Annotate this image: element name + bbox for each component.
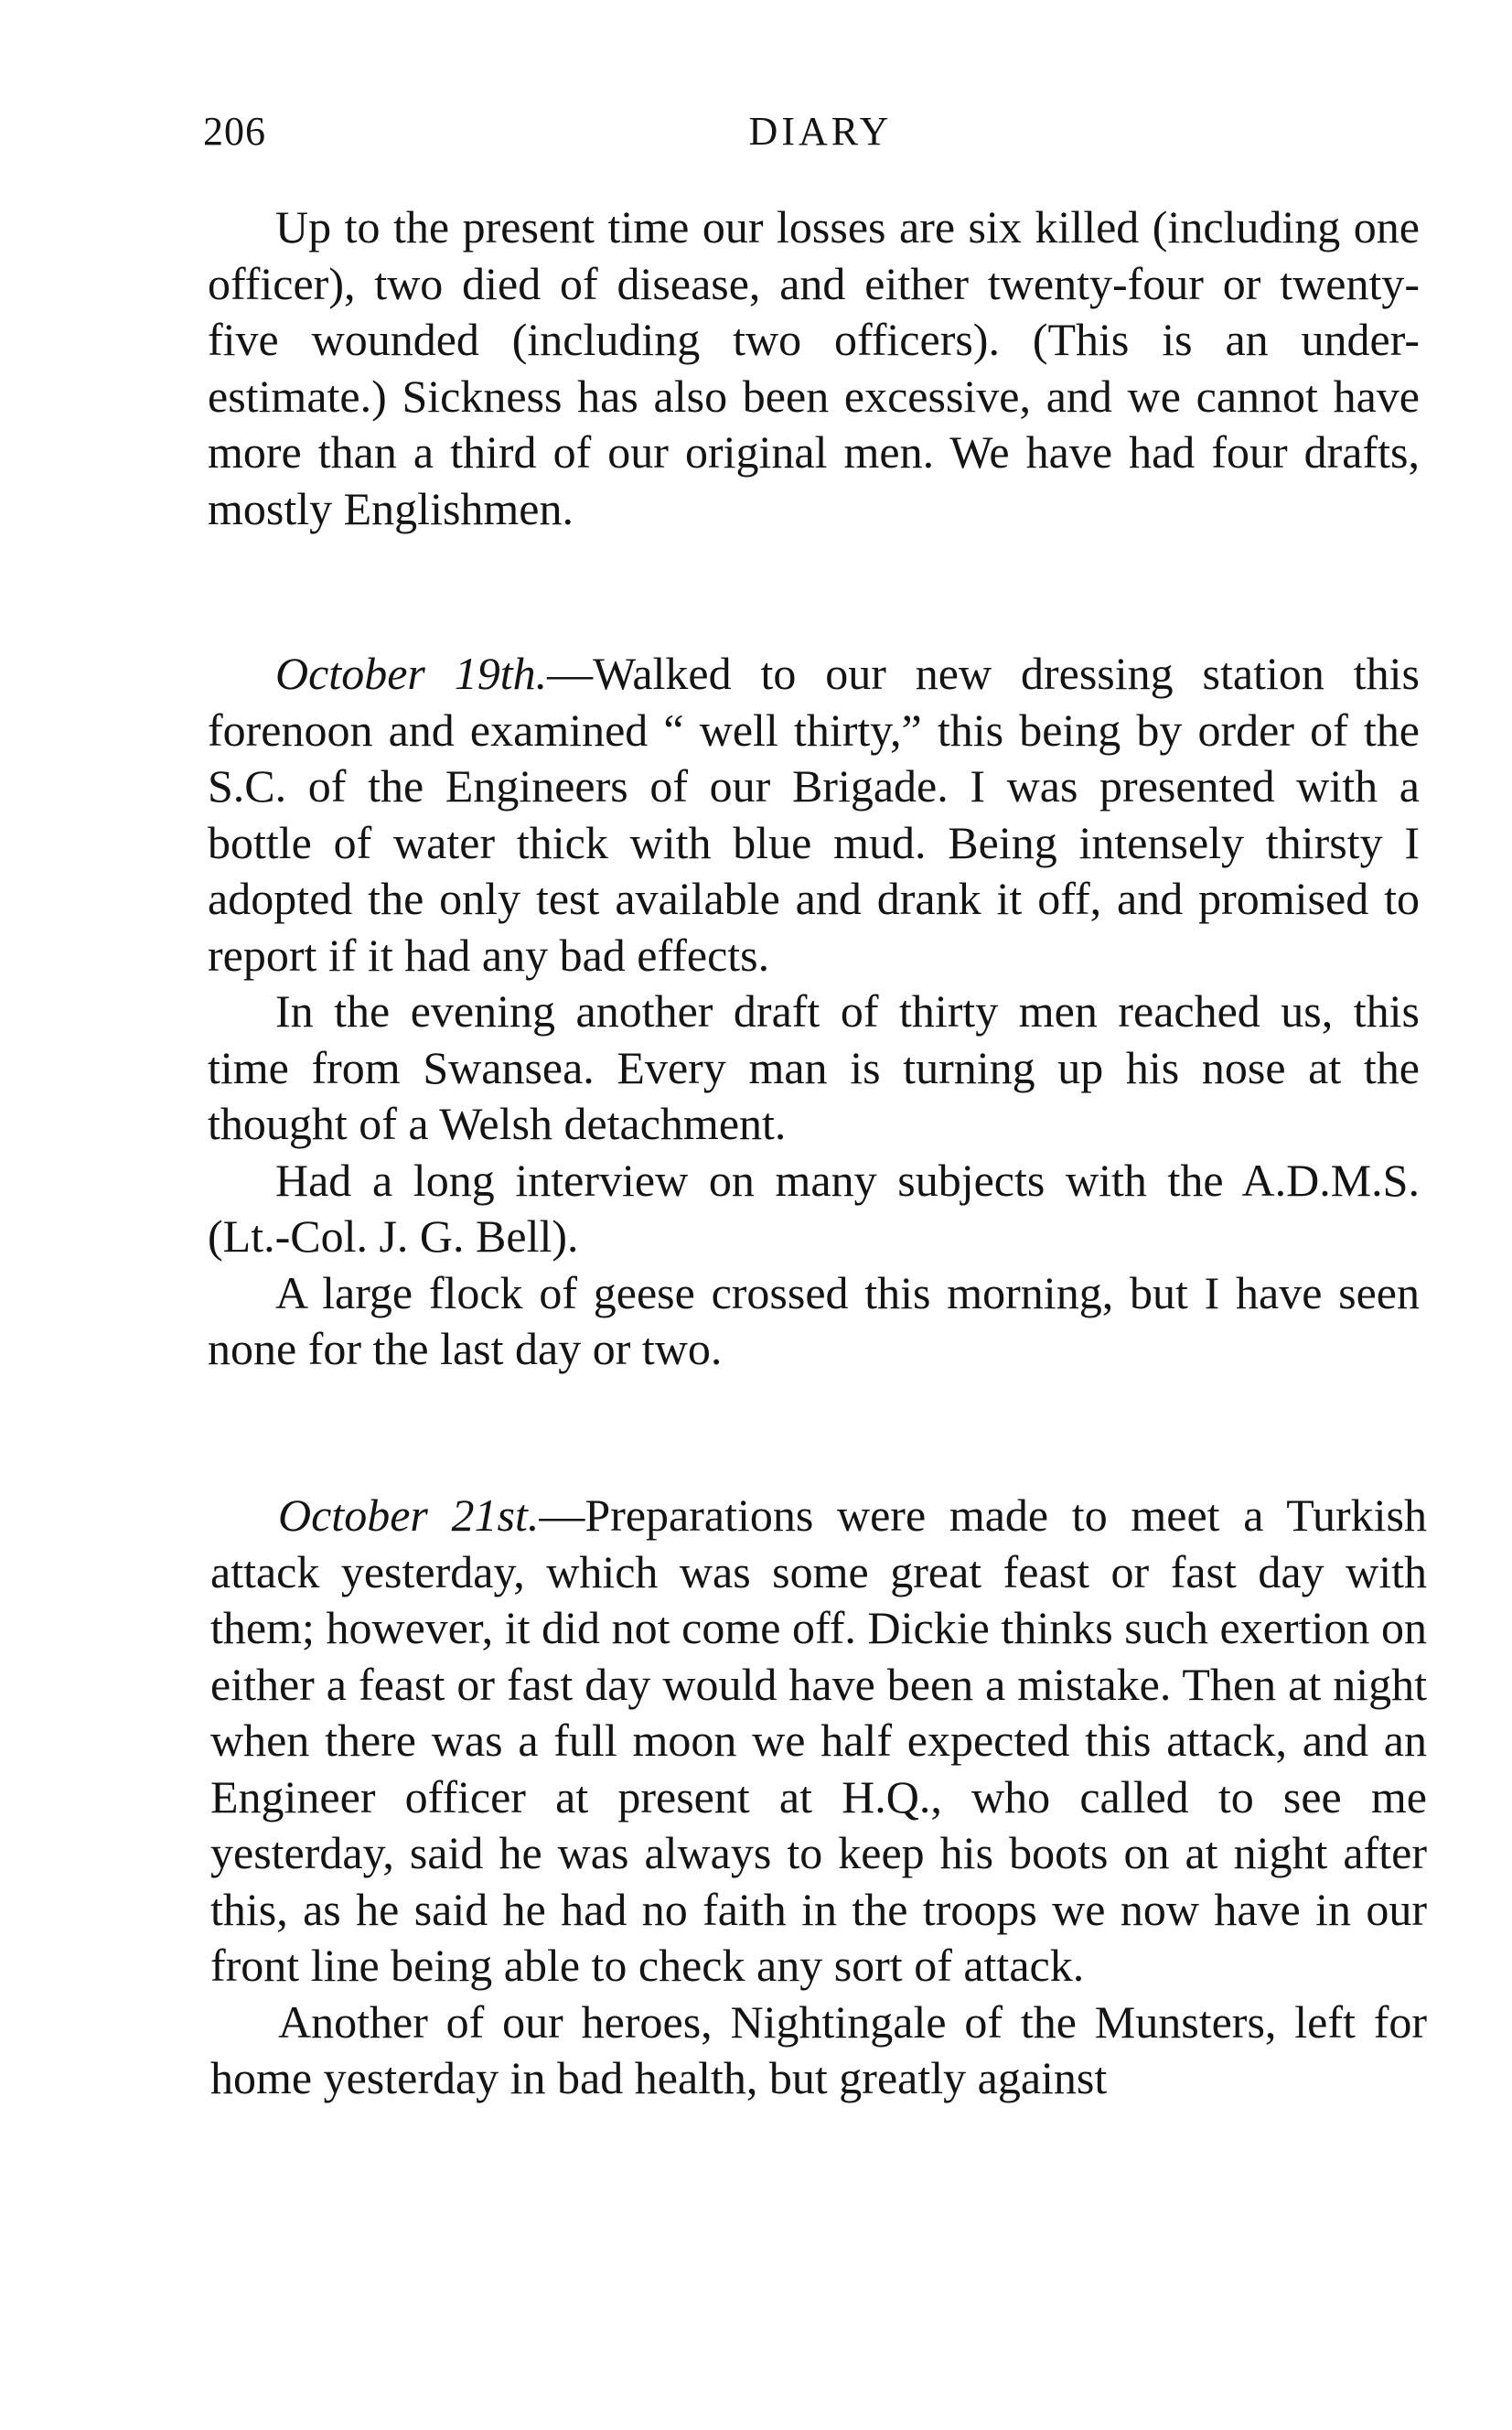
entry-paragraph	[210, 1488, 1427, 1995]
paragraph: Another of our heroes, Nightingale of the Munsters, left for home yesterday in bad health, but greatly against	[210, 1995, 1427, 2103]
diary-entry-october-21	[210, 1488, 1427, 2107]
diary-entry-october-19	[208, 646, 1420, 1378]
entry-text: —Walked to our new dressing station this forenoon and examined “ well thirty,” this being by order of the S.C. of the Engineers of our Brigade. I was presented with a bottle of water thick with blue mud. Being intensely thirsty I adopted the only test available and drank it off, and promised to report if it had any bad effects.	[208, 648, 1420, 981]
opening-section	[208, 199, 1420, 537]
page-number: 206	[203, 109, 266, 154]
header-title: DIARY	[748, 109, 893, 154]
paragraph: In the evening another draft of thirty men reached us, this time from Swansea. Every man is turning up his nose at the thought of a Welsh detachment.	[208, 985, 1420, 1149]
paragraph: Up to the present time our losses are six killed (including one officer), two died of disease, and either twenty-four or twenty-five wounded (including two officers). (This is an under-estimate.) Sickness has also been excessive, and we cannot have more than a third of our original men. We have had four drafts, mostly Englishmen.	[208, 201, 1420, 534]
entry-text: —Preparations were made to meet a Turkish attack yesterday, which was some great feast or fast day with them; however, it did not come off. Dickie thinks such exertion on either a feast or fast day would have been a mistake. Then at night when there was a full moon we half expected this attack, and an Engineer officer at present at H.Q., who called to see me yesterday, said he was always to keep his boots on at night after this, as he said he had no faith in the troops we now have in our front line being able to check any sort of attack.	[210, 1489, 1427, 1991]
paragraph: A large flock of geese crossed this morning, but I have seen none for the last day or two.	[208, 1266, 1420, 1374]
paragraph: Had a long interview on many subjects with the A.D.M.S. (Lt.-Col. J. G. Bell).	[208, 1154, 1420, 1262]
entry-date: October 21st.	[278, 1489, 540, 1541]
entry-date: October 19th.	[275, 648, 548, 699]
entry-paragraph	[208, 646, 1420, 984]
running-head	[203, 108, 1420, 163]
